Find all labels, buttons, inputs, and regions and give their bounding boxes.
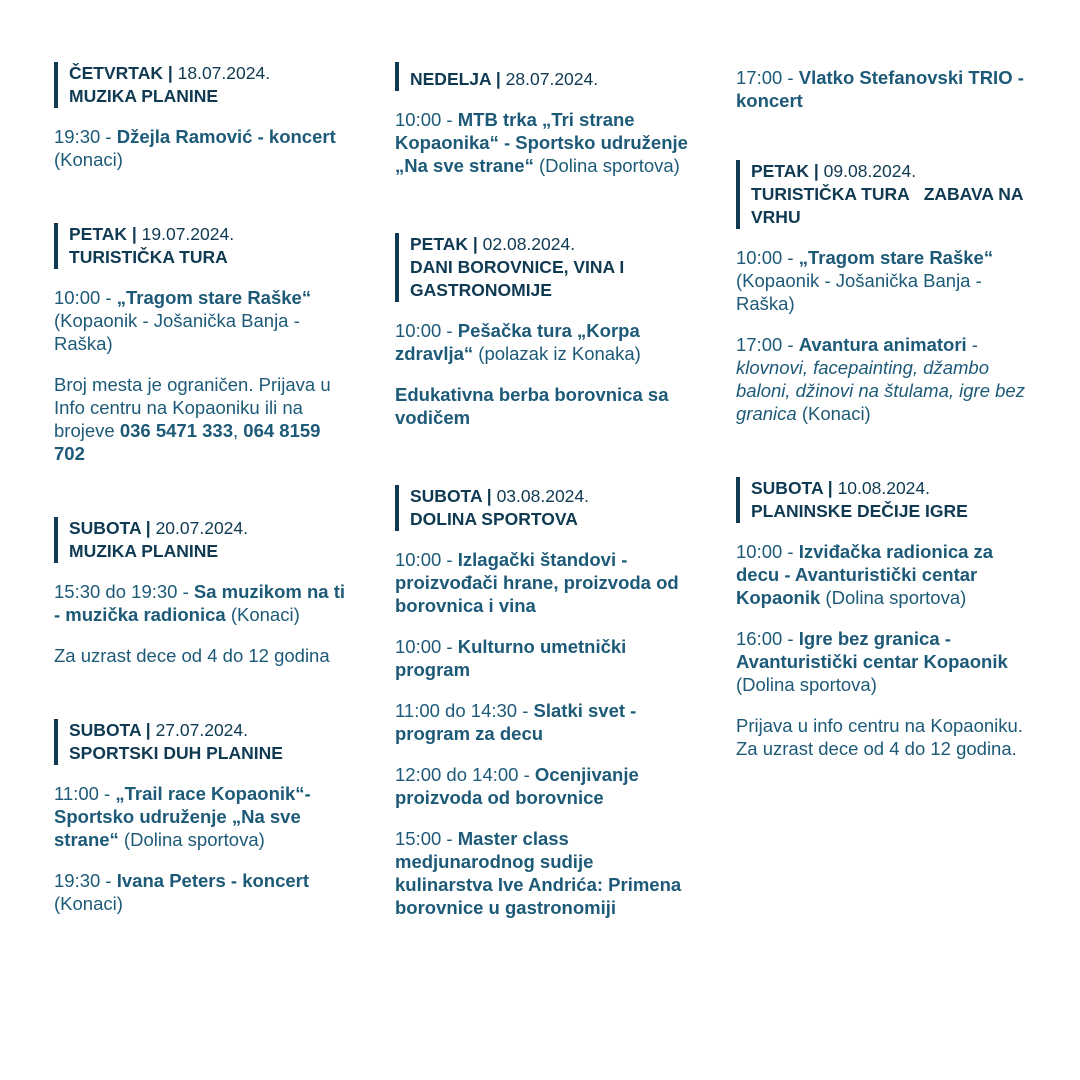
event-time: 17:00 - bbox=[736, 334, 799, 355]
event-item bbox=[54, 782, 354, 851]
event-time: 12:00 do 14:00 - bbox=[395, 764, 535, 785]
day-header bbox=[54, 223, 354, 269]
day-date: 19.07.2024. bbox=[136, 224, 235, 244]
event-note bbox=[736, 714, 1036, 760]
event-location: (Konaci) bbox=[54, 893, 123, 914]
day-name: ČETVRTAK | bbox=[69, 63, 173, 83]
event-time: 11:00 do 14:30 - bbox=[395, 700, 534, 721]
event-title: Master class medjunarodnog sudije kulinarstva Ive Andrića: Primena borovnice u gastronomiji bbox=[395, 828, 682, 918]
day-date: 02.08.2024. bbox=[477, 234, 576, 254]
event-title: MTB trka „Tri strane Kopaonika“ - Sportsko udruženje „Na sve strane“ bbox=[395, 109, 688, 176]
event-item bbox=[395, 699, 695, 745]
event-note bbox=[54, 373, 354, 465]
day-theme: PLANINSKE DEČIJE IGRE bbox=[751, 501, 968, 521]
event-location: (Kopaonik - Jošanička Banja - Raška) bbox=[54, 310, 300, 354]
day-header bbox=[736, 477, 1036, 523]
event-item bbox=[736, 540, 1036, 609]
day-date: 03.08.2024. bbox=[491, 486, 590, 506]
day-theme: TURISTIČKA TURA bbox=[69, 247, 228, 267]
day-date: 20.07.2024. bbox=[150, 518, 249, 538]
day-name: PETAK | bbox=[69, 224, 137, 244]
day-theme: MUZIKA PLANINE bbox=[69, 86, 219, 106]
event-title: „Trail race Kopaonik“- Sportsko udruženje „Na sve strane“ bbox=[54, 783, 311, 850]
event-item bbox=[395, 763, 695, 809]
event-time: 10:00 - bbox=[736, 541, 799, 562]
event-time: 10:00 - bbox=[395, 320, 458, 341]
day-header bbox=[54, 719, 354, 765]
event-description: klovnovi, facepainting, džambo baloni, džinovi na štulama, igre bez granica bbox=[736, 357, 1025, 424]
event-title: Igre bez granica - Avanturistički centar Kopaonik bbox=[736, 628, 1008, 672]
event-item bbox=[395, 548, 695, 617]
day-header bbox=[54, 517, 354, 563]
event-time: 10:00 - bbox=[736, 247, 799, 268]
day-date: 09.08.2024. bbox=[818, 161, 917, 181]
event-location: (polazak iz Konaka) bbox=[473, 343, 641, 364]
day-name: SUBOTA | bbox=[69, 518, 151, 538]
event-time: 15:30 do 19:30 - bbox=[54, 581, 194, 602]
day-name: SUBOTA | bbox=[69, 720, 151, 740]
event-location: (Dolina sportova) bbox=[736, 674, 877, 695]
phone-number: 064 8159 702 bbox=[54, 420, 321, 464]
event-title: Ivana Peters - koncert bbox=[116, 870, 310, 891]
separator: - bbox=[966, 334, 978, 355]
event-item bbox=[736, 333, 1036, 425]
event-item bbox=[395, 635, 695, 681]
event-title: Sa muzikom na ti - muzička radionica bbox=[54, 581, 346, 625]
event-time: 10:00 - bbox=[395, 549, 458, 570]
event-time: 19:30 - bbox=[54, 126, 117, 147]
day-name: SUBOTA | bbox=[751, 478, 833, 498]
event-location: (Dolina sportova) bbox=[118, 829, 265, 850]
day-theme: DANI BOROVNICE, VINA I GASTRONOMIJE bbox=[410, 257, 625, 300]
column-3 bbox=[736, 66, 1036, 778]
event-location: (Konaci) bbox=[54, 149, 123, 170]
event-location: (Konaci) bbox=[796, 403, 871, 424]
event-item bbox=[395, 108, 695, 177]
event-time: 17:00 - bbox=[736, 67, 799, 88]
event-title: Izlagački štandovi - proizvođači hrane, proizvoda od borovnica i vina bbox=[395, 549, 679, 616]
day-theme: MUZIKA PLANINE bbox=[69, 541, 219, 561]
event-title: Pešačka tura „Korpa zdravlja“ bbox=[395, 320, 640, 364]
day-header bbox=[54, 62, 354, 108]
day-theme: TURISTIČKA TURA ZABAVA NA VRHU bbox=[751, 184, 1028, 227]
event-title: „Tragom stare Raške“ bbox=[798, 247, 994, 268]
day-theme: DOLINA SPORTOVA bbox=[410, 509, 578, 529]
event-note bbox=[54, 644, 354, 667]
event-title: Slatki svet - program za decu bbox=[395, 700, 637, 744]
event-item bbox=[736, 627, 1036, 696]
event-title: Izviđačka radionica za decu - Avanturistički centar Kopaonik bbox=[736, 541, 994, 608]
note-text: Za uzrast dece od 4 do 12 godina bbox=[54, 645, 330, 666]
day-date: 27.07.2024. bbox=[150, 720, 249, 740]
day-date: 18.07.2024. bbox=[172, 63, 271, 83]
event-title: Ocenjivanje proizvoda od borovnice bbox=[395, 764, 639, 808]
column-1 bbox=[54, 62, 354, 933]
day-name: SUBOTA | bbox=[410, 486, 492, 506]
day-date: 28.07.2024. bbox=[500, 69, 599, 89]
event-title: Edukativna berba borovnica sa vodičem bbox=[395, 384, 669, 428]
event-item bbox=[54, 580, 354, 626]
day-name: NEDELJA | bbox=[410, 69, 501, 89]
event-item bbox=[395, 319, 695, 365]
event-location: (Dolina sportova) bbox=[820, 587, 967, 608]
event-time: 10:00 - bbox=[395, 109, 458, 130]
event-location: (Konaci) bbox=[225, 604, 300, 625]
event-time: 15:00 - bbox=[395, 828, 458, 849]
event-item bbox=[395, 827, 695, 919]
event-item bbox=[736, 246, 1036, 315]
separator: , bbox=[233, 420, 244, 441]
event-item bbox=[54, 869, 354, 915]
event-title: Džejla Ramović - koncert bbox=[116, 126, 336, 147]
event-item bbox=[736, 66, 1036, 112]
day-header bbox=[395, 62, 695, 91]
event-location: (Dolina sportova) bbox=[533, 155, 680, 176]
note-text: Broj mesta je ograničen. Prijava u Info centru na Kopaoniku ili na brojeve bbox=[54, 374, 331, 441]
day-header bbox=[395, 233, 695, 302]
event-item bbox=[395, 383, 695, 429]
event-location: (Kopaonik - Jošanička Banja - Raška) bbox=[736, 270, 982, 314]
event-time: 11:00 - bbox=[54, 783, 116, 804]
event-title: Avantura animatori bbox=[798, 334, 967, 355]
day-header bbox=[736, 160, 1036, 229]
event-title: Vlatko Stefanovski TRIO - koncert bbox=[736, 67, 1024, 111]
column-2 bbox=[395, 62, 695, 937]
phone-number: 036 5471 333 bbox=[119, 420, 233, 441]
event-title: „Tragom stare Raške“ bbox=[116, 287, 312, 308]
day-header bbox=[395, 485, 695, 531]
event-time: 10:00 - bbox=[54, 287, 117, 308]
event-time: 10:00 - bbox=[395, 636, 458, 657]
day-date: 10.08.2024. bbox=[832, 478, 931, 498]
event-item bbox=[54, 286, 354, 355]
event-item bbox=[54, 125, 354, 171]
event-time: 16:00 - bbox=[736, 628, 799, 649]
event-title: Kulturno umetnički program bbox=[395, 636, 627, 680]
note-text: Prijava u info centru na Kopaoniku. Za uzrast dece od 4 do 12 godina. bbox=[736, 715, 1023, 759]
day-name: PETAK | bbox=[410, 234, 478, 254]
day-name: PETAK | bbox=[751, 161, 819, 181]
event-time: 19:30 - bbox=[54, 870, 117, 891]
day-theme: SPORTSKI DUH PLANINE bbox=[69, 743, 283, 763]
